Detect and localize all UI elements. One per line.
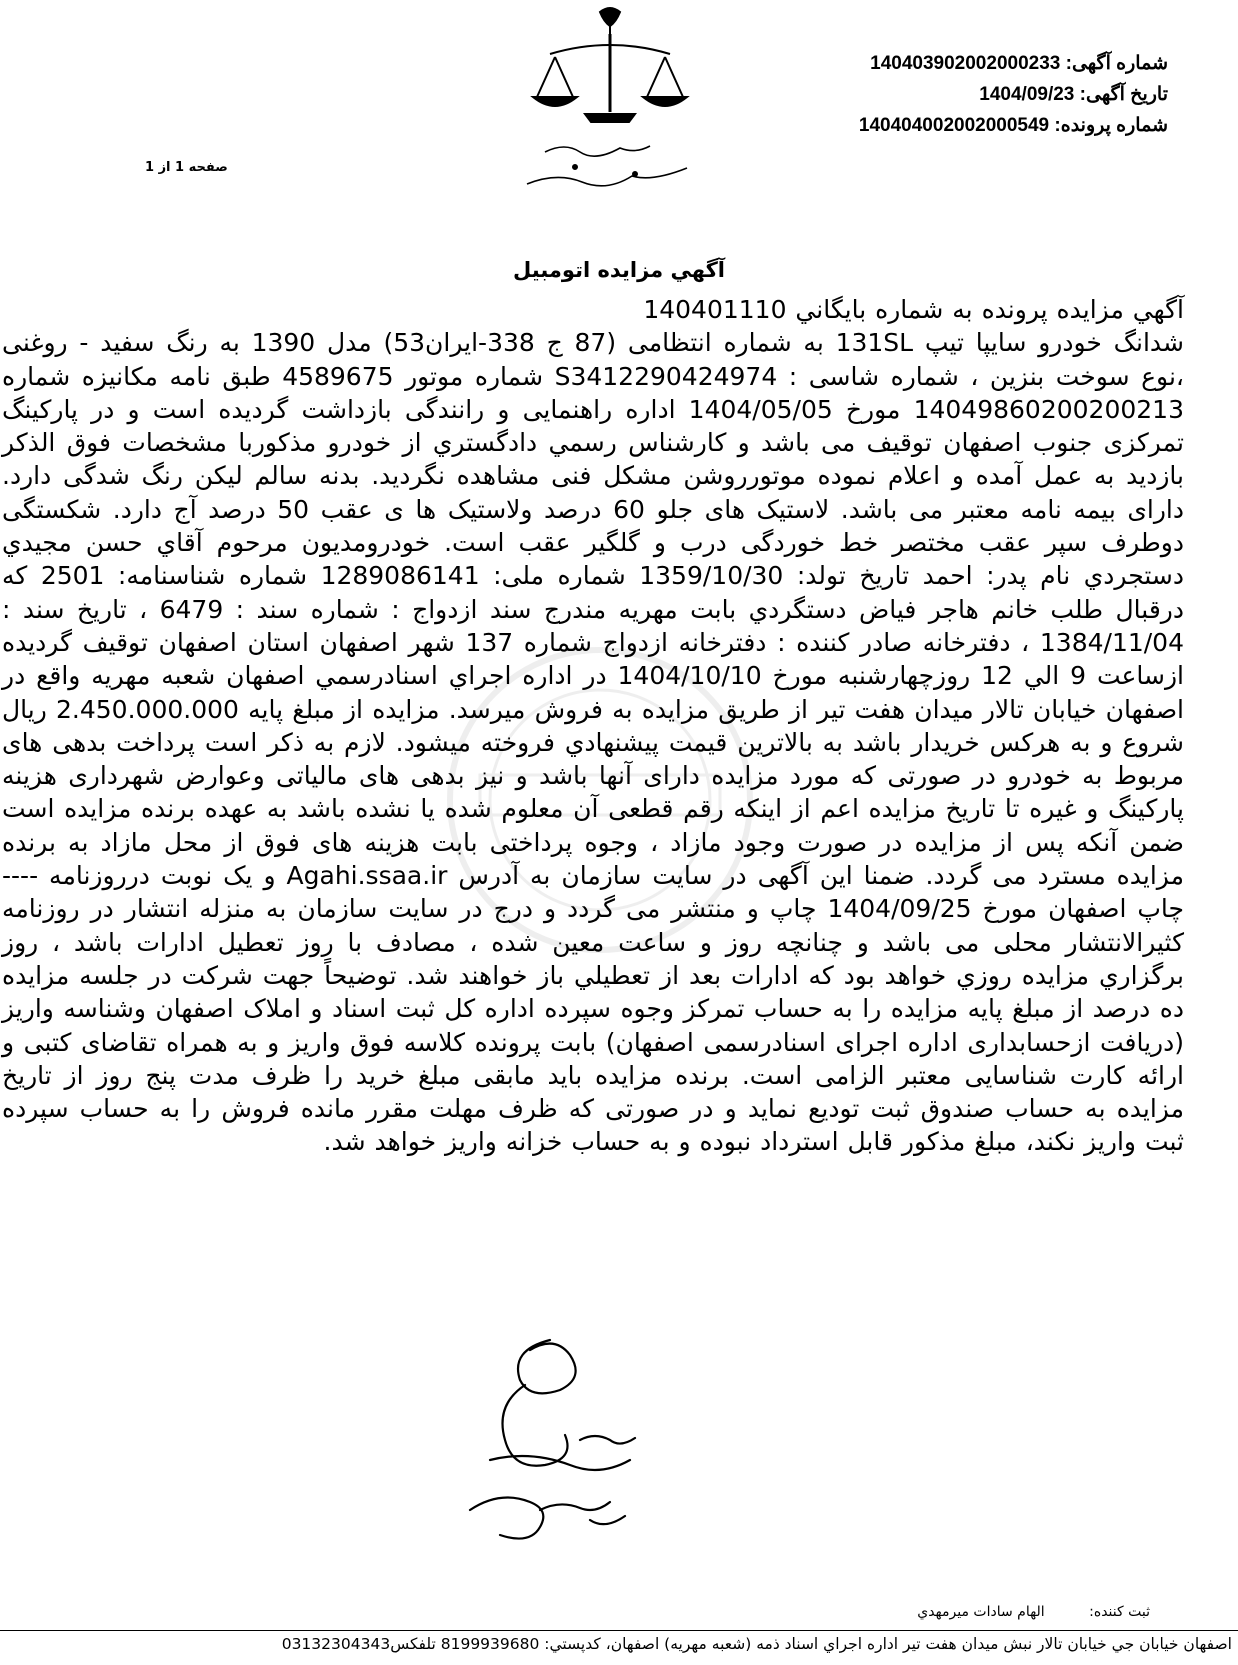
notice-number: 140403902002000233 xyxy=(870,53,1061,74)
notice-date-row xyxy=(728,79,1168,110)
registrar xyxy=(917,1604,1150,1620)
judiciary-emblem xyxy=(515,2,705,207)
registrar-name: الهام سادات ميرمهدي xyxy=(917,1604,1045,1620)
handwritten-signature xyxy=(430,1320,670,1570)
auction-notice-body xyxy=(2,293,1184,1159)
file-number-label: شماره پرونده: xyxy=(1054,115,1168,136)
registrar-label: ثبت کننده: xyxy=(1089,1604,1150,1620)
page-indicator: صفحه 1 از 1 xyxy=(145,160,228,175)
notice-number-label: شماره آگهی: xyxy=(1065,53,1168,74)
scales-of-justice-icon xyxy=(515,2,705,207)
archive-file-line: آگهي مزايده پرونده به شماره بايگاني 140401110 xyxy=(643,295,1184,324)
file-number-row xyxy=(728,110,1168,141)
file-number: 140404002002000549 xyxy=(858,115,1050,136)
notice-date: 1404/09/23 xyxy=(979,84,1075,105)
notice-date-label: تاریخ آگهی: xyxy=(1079,84,1168,105)
footer-address: اصفهان خيابان جي خيابان تالار نبش ميدان هفت تير اداره اجراي اسناد ذمه (شعبه مهريه) اصفهان، کدپستي: 8199939680 تلفکس03132304343 xyxy=(281,1635,1232,1653)
document-title: آگهي مزايده اتومبيل xyxy=(513,258,725,282)
notice-number-row xyxy=(728,48,1168,79)
notice-meta xyxy=(728,48,1168,141)
auction-details-paragraph: شدانگ خودرو سايپا تيپ 131SL به شماره انتظامی (87 ج 338-ایران53) مدل 1390 به رنگ سفيد - روغنی ،نوع سوخت بنزين ، شماره شاسی : S3412290424974 شماره موتور 4589675 طبق نامه مکانیزه شماره 14049860200200213 مورخ 1404/05/05 اداره راهنمایی و رانندگی بازداشت گرديده است و در پارکينگ تمرکزی جنوب اصفهان توقیف می باشد و کارشناس رسمي دادگستري از خودرو مذکوربا مشخصات فوق الذکر بازديد به عمل آمده و اعلام نموده موتورروشن مشکل فنی مشاهده نگرديد. بدنه سالم لیکن رنگ شدگی دارد. دارای بیمه نامه معتبر می باشد. لاستیک های جلو 60 درصد ولاستیک ها ی عقب 50 درصد آج دارد. شکستگی دوطرف سپر عقب مختصر خط خوردگی درب و گلگیر عقب است. خودرومديون مرحوم آقاي حسن مجيدي دستجردي نام پدر: احمد تاريخ تولد: 1359/10/30 شماره ملی: 1289086141 شماره شناسنامه: 2501 که درقبال طلب خانم هاجر فياض دستگردي بابت مهريه مندرج سند ازدواج : شماره سند : 6479 ، تاريخ سند : 1384/11/04 ، دفترخانه صادر کننده : دفترخانه ازدواج شماره 137 شهر اصفهان استان اصفهان توقیف گرديده ازساعت 9 الي 12 روزچهارشنبه مورخ 1404/10/10 در اداره اجراي اسنادرسمي اصفهان شعبه مهريه واقع در اصفهان خيابان تالار ميدان هفت تير از طريق مزايده به فروش ميرسد. مزايده از مبلغ پايه 2.450.000.000 ريال شروع و به هرکس خريدار باشد به بالاترين قيمت پيشنهادي فروخته ميشود. لازم به ذکر است پرداخت بدهی های مربوط به خودرو در صورتی که مورد مزايده دارای آنها باشد و نيز بدهی های مالیاتی وعوارض شهرداری هزينه پارکينگ و غيره تا تاريخ مزايده اعم از اينکه رقم قطعی آن معلوم شده يا نشده باشد به عهده برنده مزايده است ضمن آنکه پس از مزايده در صورت وجود مازاد ، وجوه پرداختی بابت هزينه های فوق از محل مازاد به برنده مزايده مسترد می گردد. ضمنا اين آگهی در سايت سازمان به آدرس Agahi.ssaa.ir و يک نوبت درروزنامه ---- چاپ اصفهان مورخ 1404/09/25 چاپ و منتشر می گردد و درج در سایت سازمان به منزله انتشار در روزنامه کثيرالانتشار محلی می باشد و چنانچه روز و ساعت معين شده ، مصادف با روز تعطيل ادارات باشد ، روز برگزاري مزايده روزي خواهد بود که ادارات بعد از تعطيلي باز خواهند شد. توضيحاً جهت شرکت در جلسه مزايده ده درصد از مبلغ پايه مزايده را به حساب تمرکز وجوه سپرده اداره کل ثبت اسناد و املاک اصفهان وشناسه واريز (دريافت ازحسابداری اداره اجرای اسنادرسمی اصفهان) بابت پرونده کلاسه فوق واريز و به همراه تقاضای کتبی و ارائه کارت شناسایی معتبر الزامی است. برنده مزايده بايد مابقی مبلغ خريد را ظرف مدت پنج روز از تاريخ مزايده به حساب صندوق ثبت توديع نمايد و در صورتی که ظرف مهلت مقرر مانده فروش را به حساب سپرده ثبت واريز نکند، مبلغ مذکور قابل استرداد نبوده و به حساب خزانه واريز خواهد شد. xyxy=(2,328,1185,1157)
footer-divider xyxy=(0,1630,1238,1631)
